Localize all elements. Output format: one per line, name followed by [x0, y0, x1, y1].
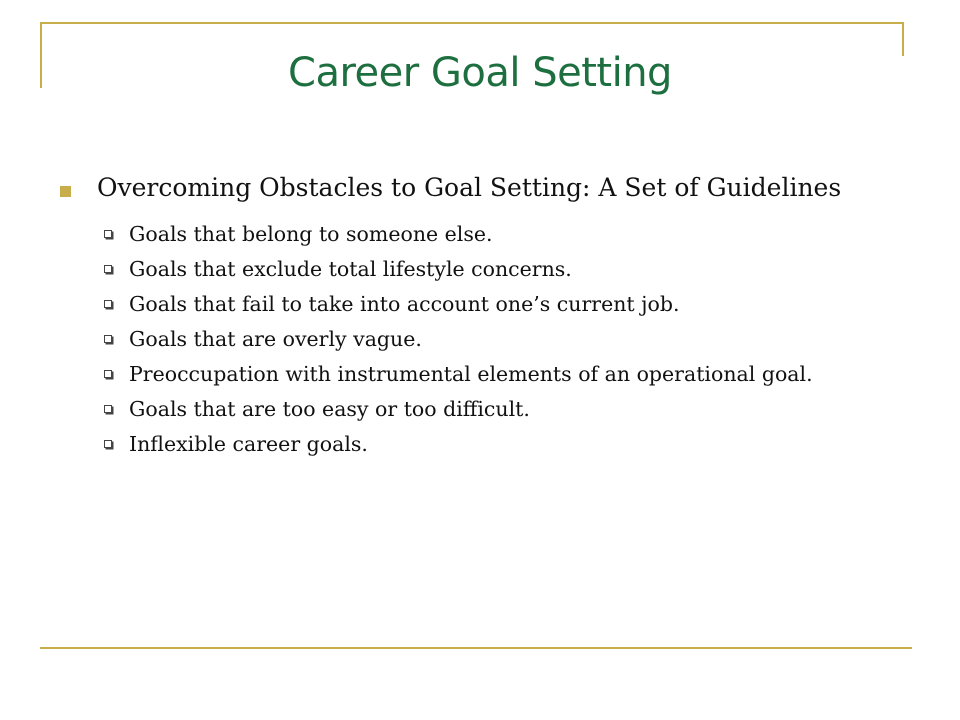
list-item-text: Goals that belong to someone else.: [129, 222, 493, 246]
box-bullet-icon: [104, 230, 112, 238]
box-bullet-icon: [104, 370, 112, 378]
list-item: [101, 290, 920, 318]
box-bullet-icon: [104, 405, 112, 413]
frame-bottom-line: [40, 647, 912, 649]
list-item: [101, 220, 920, 248]
list-item-text: Goals that are overly vague.: [129, 327, 422, 351]
list-item: [101, 360, 920, 388]
list-item-text: Goals that fail to take into account one’s current job.: [129, 292, 680, 316]
list-item: [101, 430, 920, 458]
slide-title: Career Goal Setting: [288, 50, 672, 96]
list-item-text: Goals that exclude total lifestyle concerns.: [129, 257, 572, 281]
main-bullet-text: Overcoming Obstacles to Goal Setting: A Set of Guidelines: [97, 173, 842, 202]
sub-bullet-list: [60, 220, 920, 458]
box-bullet-icon: [104, 440, 112, 448]
box-bullet-icon: [104, 335, 112, 343]
list-item: [101, 395, 920, 423]
square-bullet-icon: [60, 186, 71, 197]
list-item-text: Preoccupation with instrumental elements of an operational goal.: [129, 362, 813, 386]
box-bullet-icon: [104, 300, 112, 308]
list-item-text: Inflexible career goals.: [129, 432, 368, 456]
list-item: [101, 325, 920, 353]
frame-top-line: [40, 22, 904, 24]
slide-content: [60, 172, 920, 465]
box-bullet-icon: [104, 265, 112, 273]
list-item-text: Goals that are too easy or too difficult.: [129, 397, 530, 421]
main-bullet-item: [60, 172, 920, 204]
list-item: [101, 255, 920, 283]
